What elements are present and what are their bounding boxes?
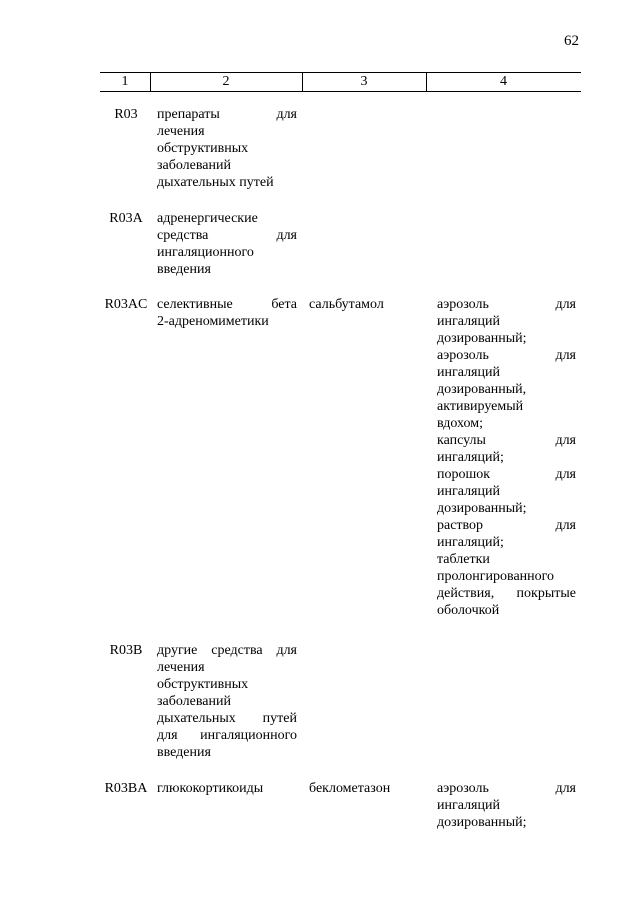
atc-group-name	[157, 296, 297, 330]
dosage-forms	[437, 780, 576, 831]
form-line: оболочкой	[437, 603, 500, 618]
group-line: обструктивных	[157, 141, 249, 156]
atc-code: R03BA	[104, 781, 148, 796]
atc-code: R03B	[109, 643, 143, 658]
atc-group-name	[157, 780, 297, 797]
group-line: средства для	[157, 228, 297, 243]
group-line: лечения	[157, 660, 205, 675]
header-col-3: 3	[360, 74, 368, 89]
atc-group-name	[157, 106, 297, 191]
header-col-4: 4	[500, 74, 507, 89]
atc-code: R03A	[109, 211, 143, 226]
group-line: препараты для	[157, 107, 297, 122]
table-header	[100, 72, 581, 92]
form-line: ингаляций;	[437, 450, 504, 465]
form-line: ингаляций	[437, 314, 500, 329]
group-line: введения	[157, 745, 211, 760]
group-line: другие средства для	[157, 643, 297, 658]
form-line: ингаляций;	[437, 535, 504, 550]
form-line: аэрозоль для	[437, 781, 576, 796]
form-line: дозированный,	[437, 382, 527, 397]
group-line: заболеваний	[157, 158, 231, 173]
form-line: аэрозоль для	[437, 297, 576, 312]
group-line: для ингаляционного	[157, 728, 297, 743]
group-line: обструктивных	[157, 677, 249, 692]
group-line: лечения	[157, 124, 205, 139]
form-line: аэрозоль для	[437, 348, 576, 363]
form-line: ингаляций	[437, 484, 500, 499]
atc-code: R03AC	[104, 297, 148, 312]
group-line: введения	[157, 262, 211, 277]
form-line: действия, покрытые	[437, 586, 576, 601]
form-line: таблетки	[437, 552, 490, 567]
form-line: вдохом;	[437, 416, 483, 431]
form-line: дозированный;	[437, 501, 527, 516]
group-line: заболеваний	[157, 694, 231, 709]
form-line: порошок для	[437, 467, 576, 482]
form-line: пролонгированного	[437, 569, 555, 584]
form-line: раствор для	[437, 518, 576, 533]
dosage-forms	[437, 296, 576, 619]
group-line: дыхательных путей	[157, 175, 274, 190]
drug-name: беклометазон	[309, 781, 391, 796]
atc-code: R03	[114, 107, 138, 122]
group-line: 2-адреномиметики	[157, 314, 269, 329]
form-line: дозированный;	[437, 331, 527, 346]
form-line: ингаляций	[437, 365, 500, 380]
group-line: дыхательных путей	[157, 711, 297, 726]
form-line: ингаляций	[437, 798, 500, 813]
drug-name: сальбутамол	[309, 297, 384, 312]
page-number: 62	[564, 33, 579, 49]
group-line: селективные бета	[157, 297, 297, 312]
atc-group-name	[157, 642, 297, 761]
group-line: адренергические	[157, 211, 258, 226]
header-col-2: 2	[222, 74, 230, 89]
form-line: капсулы для	[437, 433, 576, 448]
group-line: глюкокортикоиды	[157, 781, 264, 796]
group-line: ингаляционного	[157, 245, 254, 260]
form-line: активируемый	[437, 399, 524, 414]
header-col-1: 1	[121, 74, 129, 89]
form-line: дозированный;	[437, 815, 527, 830]
atc-group-name	[157, 210, 297, 278]
